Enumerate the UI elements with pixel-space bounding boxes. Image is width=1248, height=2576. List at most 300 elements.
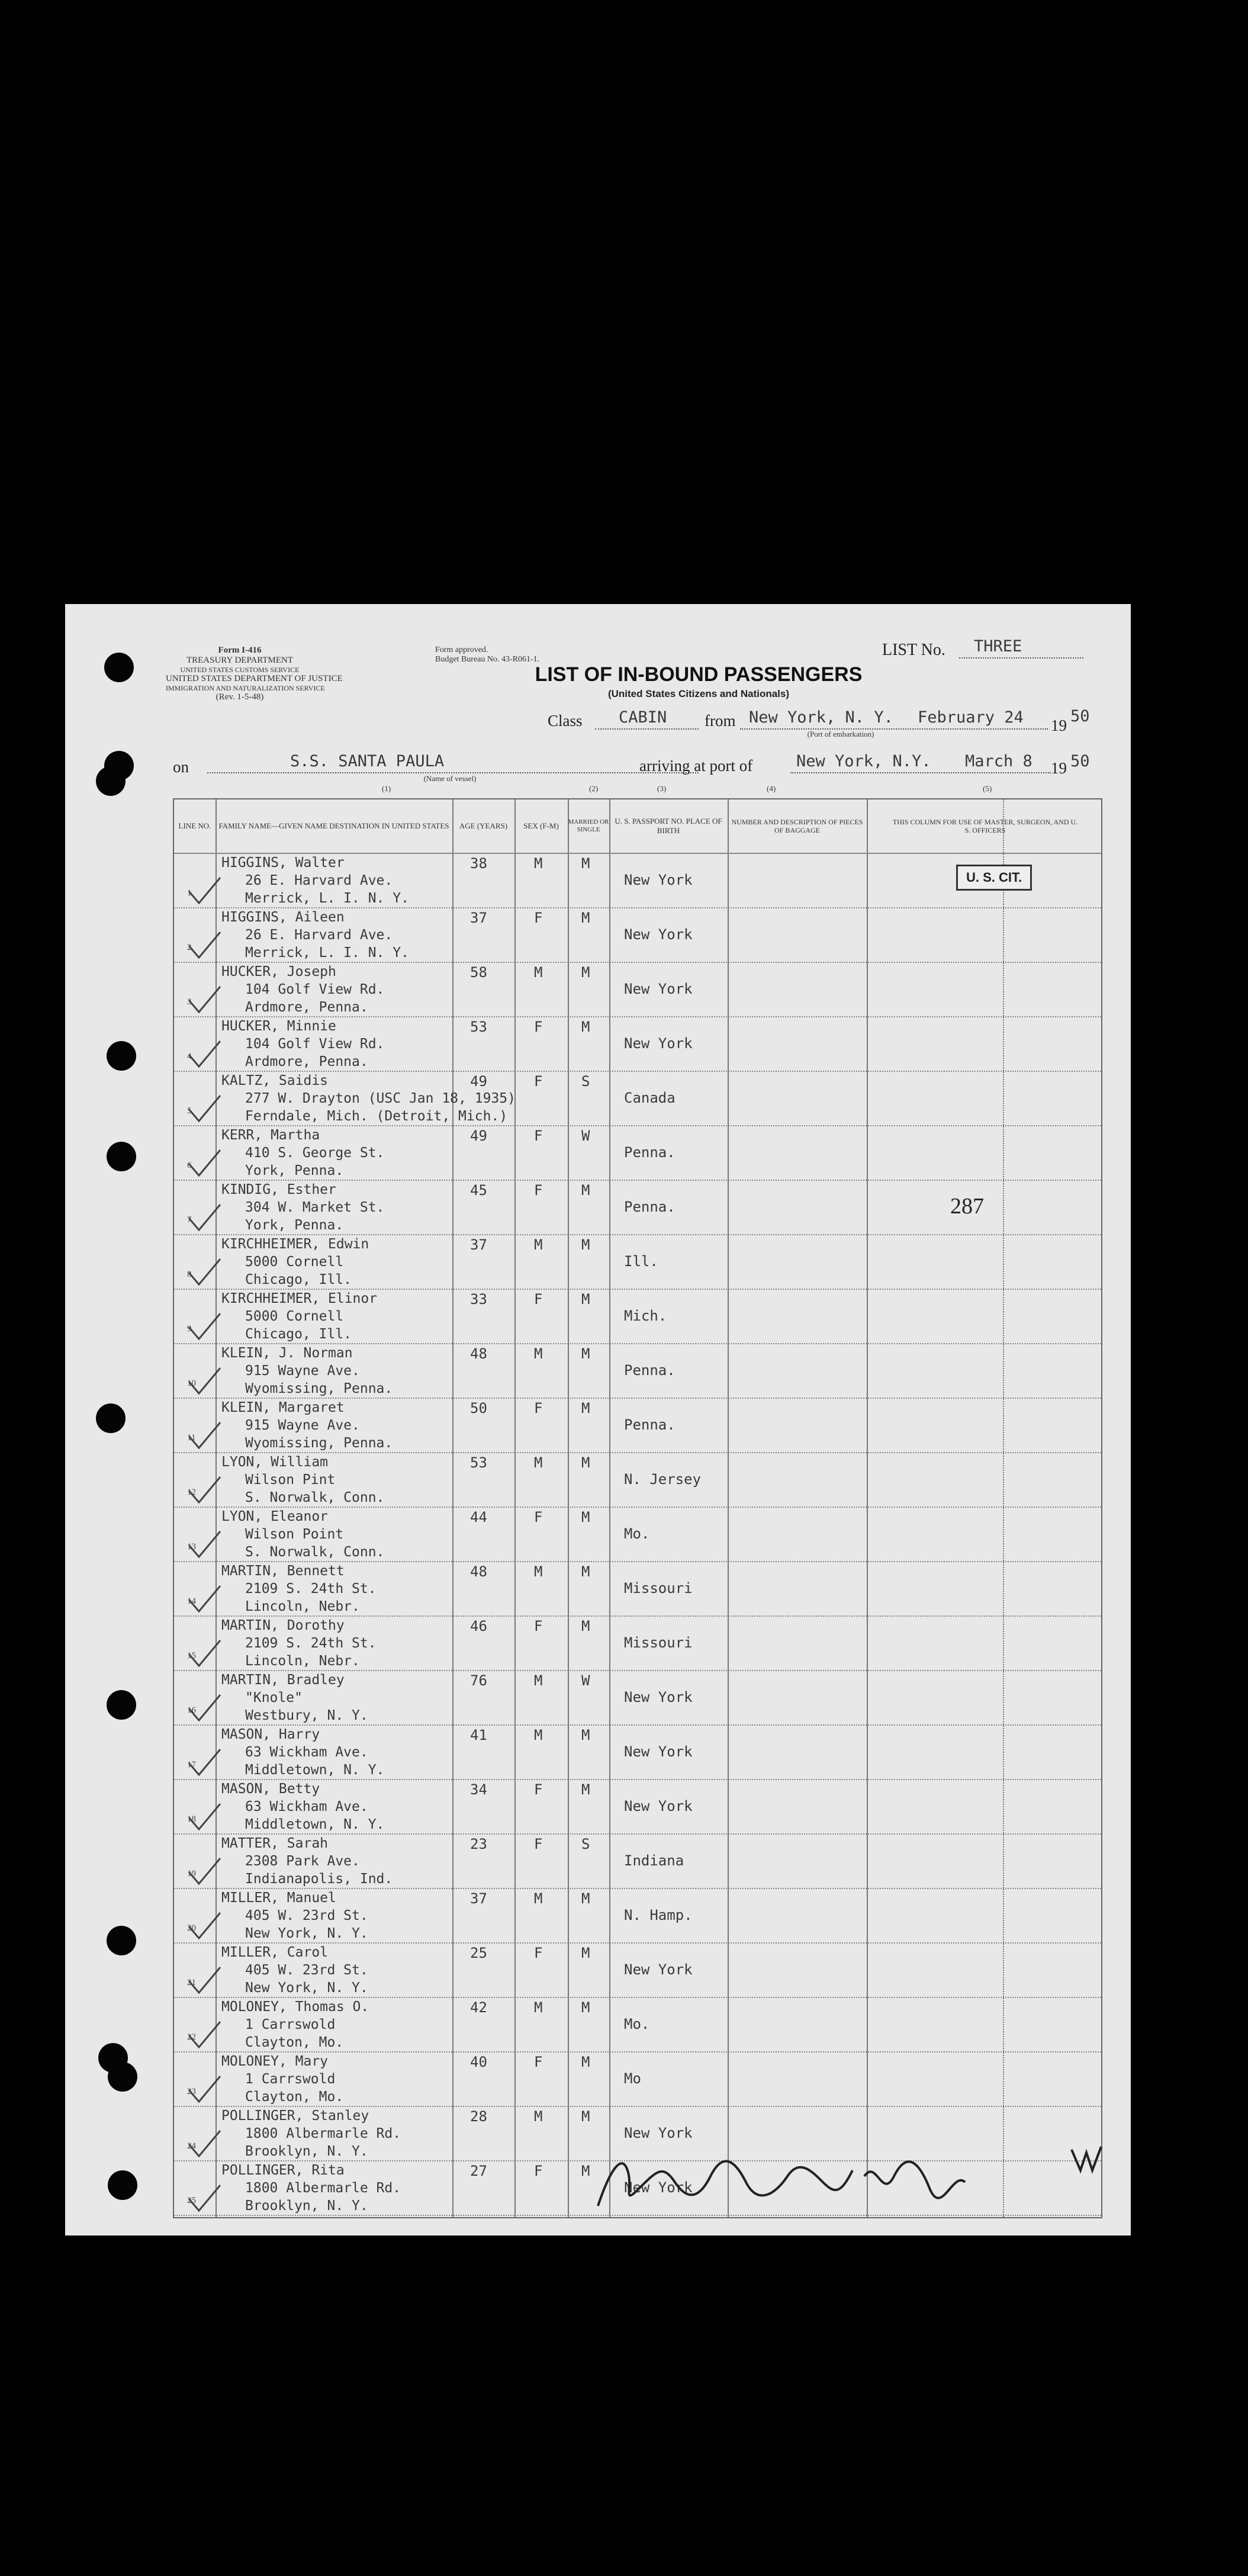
binder-hole	[107, 1041, 136, 1071]
passenger-name: MARTIN, Bradley	[221, 1672, 345, 1688]
passenger-name: MASON, Betty	[221, 1781, 320, 1797]
embarkation-date: February 24	[918, 708, 1024, 727]
passenger-address: Ardmore, Penna.	[245, 1000, 368, 1015]
passenger-address: 1 Carrswold	[245, 2071, 336, 2087]
customs-service: UNITED STATES CUSTOMS SERVICE	[180, 665, 300, 674]
passenger-name: KALTZ, Saidis	[221, 1073, 329, 1088]
passenger-name-cell	[221, 963, 384, 1016]
passenger-age: 50	[470, 1400, 487, 1417]
passenger-sex: F	[534, 1836, 543, 1852]
passenger-age: 48	[470, 1345, 487, 1362]
passenger-address: Middletown, N. Y.	[245, 1762, 385, 1778]
class-label: Class	[548, 712, 583, 730]
form-title: LIST OF IN-BOUND PASSENGERS	[535, 663, 863, 686]
passenger-birthplace: Missouri	[624, 1580, 693, 1597]
passenger-address: Middletown, N. Y.	[245, 1817, 385, 1832]
passenger-birthplace: New York	[624, 2179, 693, 2196]
passenger-birthplace: Mo.	[624, 1525, 650, 1542]
passenger-name-cell	[221, 2107, 401, 2160]
passenger-name-cell	[221, 2053, 343, 2106]
passenger-age: 37	[470, 1236, 487, 1253]
passenger-age: 48	[470, 1563, 487, 1580]
passenger-name: KERR, Martha	[221, 1128, 320, 1143]
passenger-address: Wilson Pint	[245, 1472, 336, 1488]
column-header-birth: U. S. PASSPORT NO. PLACE OF BIRTH	[615, 817, 722, 835]
passenger-address: Wyomissing, Penna.	[245, 1435, 393, 1451]
column-divider	[514, 799, 516, 2217]
passenger-age: 53	[470, 1454, 487, 1471]
passenger-age: 44	[470, 1509, 487, 1525]
passenger-address: 410 S. George St.	[245, 1145, 385, 1161]
binder-hole	[108, 2062, 137, 2092]
passenger-age: 38	[470, 855, 487, 872]
passenger-birthplace: N. Jersey	[624, 1471, 702, 1488]
passenger-address: 915 Wayne Ave.	[245, 1418, 360, 1433]
manifest-page	[65, 604, 1131, 2235]
passenger-birthplace: New York	[624, 981, 693, 997]
column-divider	[452, 799, 453, 2217]
passenger-name-cell	[221, 1290, 377, 1343]
passenger-address: "Knole"	[245, 1690, 303, 1705]
passenger-address: York, Penna.	[245, 1218, 344, 1233]
line-number: 11	[187, 1433, 196, 1443]
passenger-name: HIGGINS, Walter	[221, 855, 345, 871]
column-header-name: FAMILY NAME—GIVEN NAME DESTINATION IN UNITED STATES	[218, 821, 449, 831]
passenger-birthplace: New York	[624, 1798, 693, 1814]
line-number: 17	[187, 1760, 196, 1769]
check-mark-icon	[186, 1748, 221, 1778]
passenger-marital-status: M	[581, 1509, 590, 1525]
passenger-sex: F	[534, 1128, 543, 1144]
binder-hole	[107, 1926, 136, 1955]
passenger-marital-status: M	[581, 1563, 590, 1580]
line-number: 5	[187, 1106, 192, 1116]
passenger-birthplace: New York	[624, 926, 693, 943]
arrival-year: 50	[1070, 752, 1090, 770]
treasury-department: TREASURY DEPARTMENT	[186, 656, 294, 666]
passenger-sex: M	[534, 1345, 543, 1362]
check-mark-icon	[186, 1203, 221, 1233]
column-header-sex: SEX (F-M)	[523, 821, 559, 831]
passenger-name-cell	[221, 1453, 384, 1507]
arrival-port: New York, N.Y.	[796, 752, 931, 770]
passenger-marital-status: M	[581, 964, 590, 981]
passenger-name: MILLER, Carol	[221, 1945, 329, 1960]
passenger-address: Brooklyn, N. Y.	[245, 2144, 368, 2159]
column-marker: (5)	[983, 784, 992, 793]
check-mark-icon	[186, 2129, 221, 2159]
check-mark-icon	[186, 1966, 221, 1996]
line-number: 15	[187, 1651, 196, 1660]
passenger-marital-status: M	[581, 1236, 590, 1253]
agency-block	[166, 645, 343, 703]
passenger-name: POLLINGER, Rita	[221, 2163, 345, 2178]
passenger-marital-status: M	[581, 1182, 590, 1199]
passenger-age: 53	[470, 1019, 487, 1035]
embarkation-year-prefix: 19	[1051, 717, 1067, 734]
passenger-name: MATTER, Sarah	[221, 1836, 329, 1851]
line-number: 21	[187, 1978, 196, 1987]
passenger-marital-status: W	[581, 1128, 590, 1144]
passenger-age: 34	[470, 1781, 487, 1798]
check-mark-icon	[186, 876, 221, 906]
passenger-age: 41	[470, 1727, 487, 1743]
passenger-marital-status: M	[581, 1945, 590, 1961]
immigration-service: IMMIGRATION AND NATURALIZATION SERVICE	[166, 683, 325, 692]
column-header-baggage: NUMBER AND DESCRIPTION OF PIECES OF BAGGAGE	[731, 817, 863, 834]
passenger-address: 26 E. Harvard Ave.	[245, 873, 393, 888]
passenger-address: 915 Wayne Ave.	[245, 1363, 360, 1379]
vessel-line	[207, 772, 699, 773]
passenger-marital-status: M	[581, 1400, 590, 1417]
binder-hole	[107, 1142, 136, 1171]
line-number: 24	[187, 2141, 196, 2151]
passenger-marital-status: M	[581, 910, 590, 926]
embarkation-note: (Port of embarkation)	[807, 730, 874, 738]
passenger-age: 33	[470, 1291, 487, 1308]
passenger-address: Wilson Point	[245, 1527, 344, 1542]
passenger-address: New York, N. Y.	[245, 1980, 368, 1996]
column-divider	[728, 799, 729, 2217]
passenger-birthplace: Penna.	[624, 1199, 676, 1215]
line-number: 4	[187, 1052, 192, 1061]
passenger-name-cell	[221, 1617, 377, 1670]
column-marker: (1)	[382, 784, 391, 793]
passenger-age: 46	[470, 1618, 487, 1634]
form-number: Form I-416	[218, 645, 262, 655]
class-value: CABIN	[619, 708, 667, 727]
passenger-name: KIRCHHEIMER, Edwin	[221, 1236, 369, 1252]
passenger-name: LYON, Eleanor	[221, 1509, 329, 1524]
passenger-address: 1 Carrswold	[245, 2017, 336, 2032]
passenger-marital-status: W	[581, 1672, 590, 1689]
passenger-address: 405 W. 23rd St.	[245, 1962, 368, 1978]
passenger-sex: F	[534, 1291, 543, 1308]
list-number-line	[959, 657, 1083, 659]
line-number: 14	[187, 1597, 196, 1606]
passenger-marital-status: M	[581, 1019, 590, 1035]
passenger-sex: F	[534, 2163, 543, 2179]
line-number: 7	[187, 1215, 192, 1225]
passenger-name-cell	[221, 1235, 369, 1289]
justice-department: UNITED STATES DEPARTMENT OF JUSTICE	[166, 674, 343, 684]
passenger-name: KINDIG, Esther	[221, 1182, 336, 1197]
passenger-address: Ferndale, Mich. (Detroit, Mich.)	[245, 1109, 508, 1124]
passenger-name-cell	[221, 1726, 384, 1779]
column-header-married: MARRIED OR SINGLE	[568, 818, 609, 833]
embarkation-year: 50	[1070, 707, 1090, 725]
passenger-name: POLLINGER, Stanley	[221, 2108, 369, 2124]
check-mark-icon	[186, 2021, 221, 2050]
passenger-address: Lincoln, Nebr.	[245, 1599, 360, 1614]
check-mark-icon	[186, 2184, 221, 2214]
line-number: 8	[187, 1270, 192, 1279]
passenger-age: 49	[470, 1128, 487, 1144]
passenger-age: 28	[470, 2108, 487, 2125]
passenger-name-cell	[221, 854, 409, 907]
column-marker: (4)	[767, 784, 776, 793]
passenger-age: 25	[470, 1945, 487, 1961]
passenger-sex: M	[534, 1999, 543, 2016]
check-mark-icon	[186, 1585, 221, 1614]
binder-hole	[96, 1403, 126, 1433]
passenger-sex: F	[534, 910, 543, 926]
passenger-sex: M	[534, 1727, 543, 1743]
line-number: 19	[187, 1869, 196, 1878]
passenger-name: MOLONEY, Thomas O.	[221, 1999, 369, 2015]
check-mark-icon	[186, 1040, 221, 1069]
binder-hole	[104, 653, 134, 682]
passenger-sex: F	[534, 1400, 543, 1417]
vessel-name: S.S. SANTA PAULA	[290, 752, 445, 770]
passenger-name-cell	[221, 1344, 393, 1398]
passenger-marital-status: M	[581, 855, 590, 872]
passenger-address: Lincoln, Nebr.	[245, 1653, 360, 1669]
passenger-address: 26 E. Harvard Ave.	[245, 927, 393, 943]
passenger-address: 2109 S. 24th St.	[245, 1581, 377, 1597]
passenger-address: 1800 Albermarle Rd.	[245, 2180, 401, 2196]
passenger-birthplace: Mo.	[624, 2016, 650, 2032]
line-number: 25	[187, 2196, 196, 2205]
passenger-sex: F	[534, 1182, 543, 1199]
passenger-birthplace: Mich.	[624, 1308, 667, 1324]
passenger-name: MARTIN, Bennett	[221, 1563, 345, 1579]
check-mark-icon	[186, 1476, 221, 1505]
passenger-name-cell	[221, 1562, 377, 1615]
passenger-name-cell	[221, 1780, 384, 1833]
officer-signature-icon	[586, 2135, 1001, 2218]
check-mark-icon	[186, 1094, 221, 1124]
passenger-age: 49	[470, 1073, 487, 1090]
passenger-marital-status: M	[581, 1454, 590, 1471]
column-divider	[609, 799, 610, 2217]
passenger-birthplace: New York	[624, 872, 693, 888]
check-mark-icon	[186, 1149, 221, 1178]
form-revision: (Rev. 1-5-48)	[215, 692, 264, 702]
from-label: from	[705, 712, 736, 730]
passenger-sex: F	[534, 1509, 543, 1525]
check-mark-icon	[186, 1367, 221, 1396]
passenger-birthplace: New York	[624, 1689, 693, 1705]
column-divider	[1003, 799, 1004, 2217]
passenger-marital-status: M	[581, 2108, 590, 2125]
form-approved: Form approved.	[435, 645, 488, 654]
passenger-birthplace: Penna.	[624, 1417, 676, 1433]
passenger-name: HIGGINS, Aileen	[221, 910, 345, 925]
passenger-age: 27	[470, 2163, 487, 2179]
us-citizen-stamp: U. S. CIT.	[956, 865, 1032, 891]
from-line	[740, 728, 1048, 730]
line-number: 18	[187, 1814, 196, 1824]
binder-hole	[96, 766, 126, 796]
passenger-sex: F	[534, 1019, 543, 1035]
passenger-name-cell	[221, 1017, 384, 1071]
column-header-officers: THIS COLUMN FOR USE OF MASTER, SURGEON, AND U. S. OFFICERS	[892, 817, 1078, 834]
passenger-name-cell	[221, 1998, 369, 2051]
budget-bureau: Budget Bureau No. 43-R061-1.	[435, 655, 540, 664]
line-number: 1	[187, 888, 192, 898]
passenger-marital-status: S	[581, 1836, 590, 1852]
check-mark-icon	[186, 1258, 221, 1287]
passenger-name-cell	[221, 908, 409, 962]
passenger-address: Ardmore, Penna.	[245, 1054, 368, 1069]
passenger-name-cell	[221, 1944, 368, 1997]
passenger-address: 304 W. Market St.	[245, 1200, 385, 1215]
passenger-address: 5000 Cornell	[245, 1309, 344, 1324]
passenger-sex: F	[534, 1618, 543, 1634]
passenger-name: MOLONEY, Mary	[221, 2054, 329, 2069]
line-number: 20	[187, 1923, 196, 1933]
passenger-sex: F	[534, 1073, 543, 1090]
passenger-name-cell	[221, 1508, 384, 1561]
column-header-line: LINE NO.	[178, 821, 211, 831]
passenger-marital-status: M	[581, 1727, 590, 1743]
passenger-age: 58	[470, 964, 487, 981]
binder-hole	[107, 1690, 136, 1720]
passenger-address: S. Norwalk, Conn.	[245, 1490, 385, 1505]
passenger-name-cell	[221, 1399, 393, 1452]
officer-initials-icon	[1066, 2138, 1107, 2179]
check-mark-icon	[186, 1312, 221, 1342]
passenger-address: Merrick, L. I. N. Y.	[245, 945, 409, 961]
passenger-birthplace: Mo	[624, 2070, 641, 2087]
passenger-sex: M	[534, 855, 543, 872]
line-number: 22	[187, 2032, 196, 2042]
passenger-age: 40	[470, 2054, 487, 2070]
passenger-address: 5000 Cornell	[245, 1254, 344, 1270]
passenger-birthplace: Canada	[624, 1090, 676, 1106]
passenger-marital-status: M	[581, 1999, 590, 2016]
passenger-sex: M	[534, 1454, 543, 1471]
arriving-label: arriving at port of	[639, 757, 753, 775]
passenger-sex: F	[534, 1945, 543, 1961]
check-mark-icon	[186, 1912, 221, 1941]
passenger-marital-status: M	[581, 2054, 590, 2070]
check-mark-icon	[186, 1639, 221, 1669]
passenger-birthplace: Penna.	[624, 1362, 676, 1379]
passenger-address: Westbury, N. Y.	[245, 1708, 368, 1723]
passenger-address: 104 Golf View Rd.	[245, 982, 385, 997]
passenger-name-cell	[221, 2161, 401, 2215]
line-number: 10	[187, 1379, 196, 1388]
passenger-table	[173, 798, 1102, 2218]
vessel-note: (Name of vessel)	[423, 774, 477, 783]
passenger-birthplace: N. Hamp.	[624, 1907, 693, 1923]
passenger-name-cell	[221, 1671, 368, 1724]
line-number: 12	[187, 1488, 196, 1497]
passenger-sex: F	[534, 2054, 543, 2070]
passenger-age: 45	[470, 1182, 487, 1199]
passenger-sex: M	[534, 2108, 543, 2125]
passenger-address: 405 W. 23rd St.	[245, 1908, 368, 1923]
line-number: 13	[187, 1542, 196, 1552]
passenger-address: 63 Wickham Ave.	[245, 1745, 368, 1760]
passenger-address: Chicago, Ill.	[245, 1272, 352, 1287]
passenger-marital-status: S	[581, 1073, 590, 1090]
passenger-name: KLEIN, Margaret	[221, 1400, 345, 1415]
approval-block	[435, 645, 539, 664]
check-mark-icon	[186, 1857, 221, 1887]
passenger-marital-status: M	[581, 2163, 590, 2179]
passenger-address: Brooklyn, N. Y.	[245, 2198, 368, 2214]
passenger-marital-status: M	[581, 1618, 590, 1634]
passenger-birthplace: New York	[624, 2125, 693, 2141]
check-mark-icon	[186, 1803, 221, 1832]
passenger-address: 63 Wickham Ave.	[245, 1799, 368, 1814]
passenger-address: S. Norwalk, Conn.	[245, 1544, 385, 1560]
passenger-marital-status: M	[581, 1890, 590, 1907]
passenger-birthplace: Indiana	[624, 1852, 684, 1869]
passenger-age: 37	[470, 910, 487, 926]
binder-hole	[108, 2170, 137, 2200]
line-number: 3	[187, 997, 192, 1007]
officer-count: 287	[950, 1194, 984, 1219]
passenger-marital-status: M	[581, 1345, 590, 1362]
embarkation-port: New York, N. Y.	[749, 708, 893, 727]
passenger-name: LYON, William	[221, 1454, 329, 1470]
passenger-address: 1800 Albermarle Rd.	[245, 2126, 401, 2141]
passenger-birthplace: New York	[624, 1961, 693, 1978]
passenger-name-cell	[221, 1889, 368, 1942]
passenger-birthplace: New York	[624, 1743, 693, 1760]
passenger-name: MILLER, Manuel	[221, 1890, 336, 1906]
passenger-name: HUCKER, Minnie	[221, 1019, 336, 1034]
passenger-address: Indianapolis, Ind.	[245, 1871, 393, 1887]
passenger-sex: M	[534, 1890, 543, 1907]
form-subtitle: (United States Citizens and Nationals)	[607, 688, 790, 699]
passenger-address: 2308 Park Ave.	[245, 1854, 360, 1869]
check-mark-icon	[186, 1694, 221, 1723]
line-number: 9	[187, 1324, 192, 1334]
passenger-sex: M	[534, 1563, 543, 1580]
check-mark-icon	[186, 931, 221, 961]
column-divider	[568, 799, 569, 2217]
passenger-name-cell	[221, 1835, 393, 1888]
arrival-line	[790, 772, 1051, 773]
passenger-address: York, Penna.	[245, 1163, 344, 1178]
passenger-age: 76	[470, 1672, 487, 1689]
passenger-address: 277 W. Drayton (USC Jan 18, 1935)	[245, 1091, 516, 1106]
passenger-sex: M	[534, 964, 543, 981]
passenger-address: 2109 S. 24th St.	[245, 1636, 377, 1651]
passenger-marital-status: M	[581, 1781, 590, 1798]
passenger-birthplace: Penna.	[624, 1144, 676, 1161]
line-number: 6	[187, 1161, 192, 1170]
check-mark-icon	[186, 1421, 221, 1451]
passenger-name: MARTIN, Dorothy	[221, 1618, 345, 1633]
line-number: 2	[187, 943, 192, 952]
passenger-age: 42	[470, 1999, 487, 2016]
class-line	[595, 728, 699, 730]
passenger-address: Clayton, Mo.	[245, 2089, 344, 2105]
on-label: on	[173, 758, 189, 776]
passenger-sex: M	[534, 1236, 543, 1253]
passenger-address: Clayton, Mo.	[245, 2035, 344, 2050]
column-marker: (2)	[589, 784, 599, 793]
passenger-age: 37	[470, 1890, 487, 1907]
passenger-address: Chicago, Ill.	[245, 1326, 352, 1342]
passenger-birthplace: Ill.	[624, 1253, 658, 1270]
line-number: 23	[187, 2087, 196, 2096]
arrival-date: March 8	[965, 752, 1033, 770]
check-mark-icon	[186, 2075, 221, 2105]
passenger-birthplace: Missouri	[624, 1634, 693, 1651]
passenger-address: 104 Golf View Rd.	[245, 1036, 385, 1052]
arrival-year-prefix: 19	[1051, 759, 1067, 777]
column-divider	[867, 799, 868, 2217]
passenger-name: MASON, Harry	[221, 1727, 320, 1742]
line-number: 16	[187, 1705, 196, 1715]
